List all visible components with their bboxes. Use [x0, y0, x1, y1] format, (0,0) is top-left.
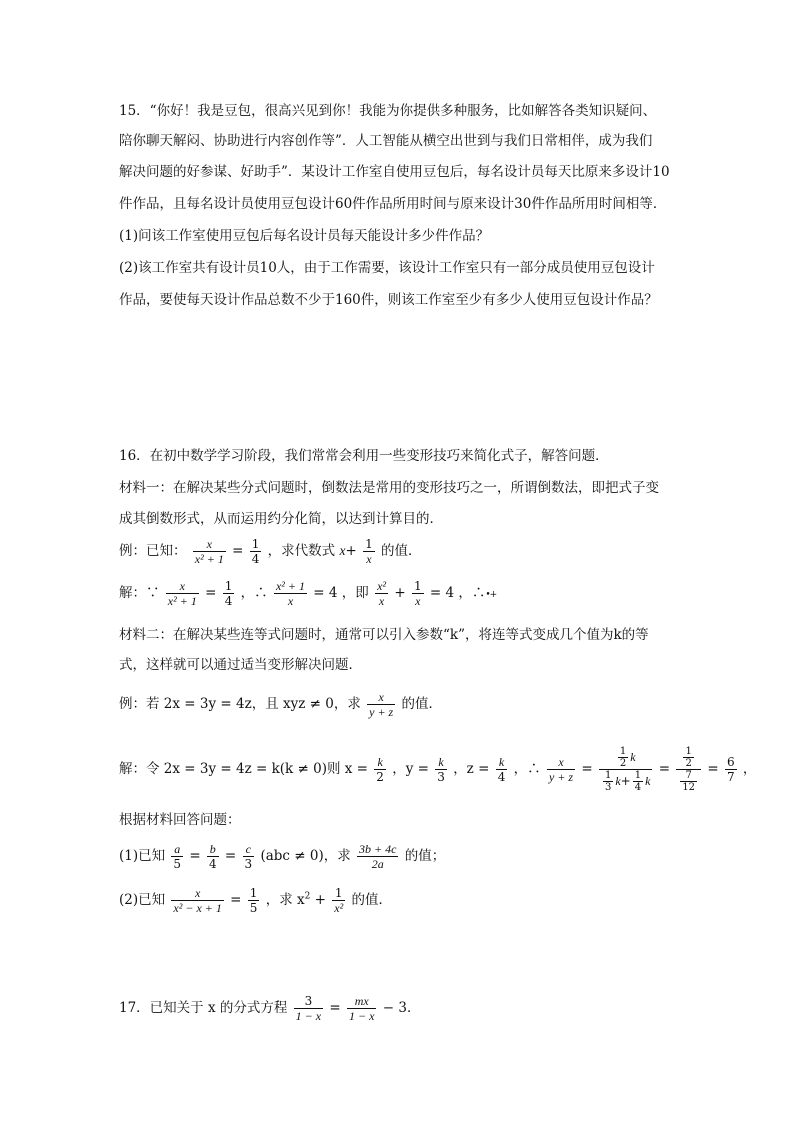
complex-fraction: $\frac{1}{2}$ k $\frac{1}{3}$ k+ $\frac{1}{4}$ k — [599, 746, 652, 793]
fraction-1-over-x: $\frac{1}{x}$ — [365, 537, 373, 566]
fraction-k-over-4: $\frac{k}{4}$ — [497, 755, 506, 784]
fraction-x-over-x2mx1: $\frac{x}{\text{x² − x + 1}}$ — [173, 886, 222, 915]
q16-prompt: 根据材料回答问题： — [119, 812, 241, 828]
q16-material-2-line-1: 材料二：在解决某些连等式问题时，通常可以引入参数“k”，将连等式变成几个值为k的等 — [119, 627, 649, 643]
q17-line-1: 17．已知关于 x 的分式方程 $\frac{3}{1 - x}$ = $\frac{mx}{1 - x}$ − 3． — [119, 994, 421, 1023]
half-over-seven-twelfths: $\frac{\frac{1}{2}}{\frac{7}{12}}$ — [676, 746, 701, 793]
q15-line-1: 15．“你好！我是豆包，很高兴见到你！我能为你提供多种服务，比如解答各类知识疑问、 — [119, 103, 657, 119]
q15-line-6: (2)该工作室共有设计员10人，由于工作需要，该设计工作室只有一部分成员使用豆包设计 — [119, 260, 655, 276]
fraction-k-over-3: $\frac{k}{3}$ — [437, 755, 445, 784]
fraction-1-over-5: $\frac{1}{5}$ — [249, 886, 258, 915]
q16-solution-2: 解：令 2x = 3y = 4z = k(k ≠ 0)则 x = $\frac{k}{2}$ ，y = $\frac{k}{3}$ ，z = $\frac{k}{4}$ ，∴ $\frac{x}{y + z}$ = $\frac{1}{2}$ k $\frac{1}{3}$ k+ $\frac{1}{4}$ k = $\frac{\frac{1}{2}}{\frac{7}{12}}$ = $\frac{6}{7}$ ， — [119, 746, 757, 793]
fraction-c-over-3: $\frac{c}{3}$ — [244, 842, 253, 871]
q15-line-3: 解决问题的好参谋、好助手”．某设计工作室自使用豆包后，每名设计员每天比原来多设计10 — [119, 164, 670, 180]
fraction-x2p1-over-x: $\frac{\text{x² + 1}}{x}$ — [275, 579, 305, 608]
fraction-3-over-1mx: $\frac{3}{1 - x}$ — [295, 994, 322, 1023]
fraction-x-over-x2p1: $\frac{x}{\text{x² + 1}}$ — [194, 537, 224, 566]
q16-line-1: 16．在初中数学学习阶段，我们常常会利用一些变形技巧来简化式子，解答问题． — [119, 448, 609, 464]
q15-line-5: (1)问该工作室使用豆包后每名设计员每天能设计多少件作品？ — [119, 228, 490, 244]
fraction-1-over-4-b: $\frac{1}{4}$ — [224, 579, 233, 608]
fraction-x-over-x2p1-b: $\frac{x}{\text{x² + 1}}$ — [167, 579, 197, 608]
fraction-1-over-x2: $\frac{1}{\text{x²}}$ — [334, 886, 344, 915]
q16-part-1: (1)已知 $\frac{a}{5}$ = $\frac{b}{4}$ = $\frac{c}{3}$ (abc ≠ 0)，求 $\frac{3b + 4c}{2a}$ 的值； — [119, 842, 446, 871]
q16-example-1: 例：已知： $\frac{x}{\text{x² + 1}}$ = $\frac{1}{4}$ ，求代数式 x+ $\frac{1}{x}$ 的值． — [119, 537, 422, 566]
fraction-x-over-ypz-b: $\frac{x}{y + z}$ — [548, 755, 574, 784]
fraction-1-over-x-b: $\frac{1}{x}$ — [413, 579, 422, 608]
fraction-x-over-ypz: $\frac{x}{y + z}$ — [369, 690, 394, 719]
q15-line-2: 陪你聊天解闷、协助进行内容创作等”．人工智能从横空出世到与我们日常相伴，成为我们 — [119, 133, 653, 149]
fraction-k-over-2: $\frac{k}{2}$ — [376, 755, 384, 784]
q16-example-2: 例：若 2x = 3y = 4z，且 xyz ≠ 0，求 $\frac{x}{y + z}$ 的值． — [119, 690, 443, 719]
q16-part-2: (2)已知 $\frac{x}{\text{x² − x + 1}}$ = $\frac{1}{5}$ ，求 $x^2$ + $\frac{1}{\text{x²}}$ 的值． — [119, 886, 392, 915]
q16-material-2-line-2: 式，这样就可以通过适当变形解决问题． — [119, 657, 362, 673]
q16-solution-1: 解：∵ $\frac{x}{\text{x² + 1}}$ = $\frac{1}{4}$ ，∴ $\frac{\text{x² + 1}}{x}$ = 4 ，即 $\frac{\text{x²}}{x}$ + $\frac{1}{x}$ = 4 ，∴•+ — [119, 579, 497, 608]
fraction-3b4c-over-2a: $\frac{3b + 4c}{2a}$ — [359, 842, 397, 871]
fraction-b-over-4: $\frac{b}{4}$ — [208, 842, 217, 871]
q16-line-3: 成其倒数形式，从而运用约分化简，以达到计算目的． — [119, 511, 443, 527]
fraction-x2-over-x: $\frac{\text{x²}}{x}$ — [377, 579, 387, 608]
q16-line-2: 材料一：在解决某些分式问题时，倒数法是常用的变形技巧之一，所谓倒数法，即把式子变 — [119, 480, 659, 496]
fraction-6-over-7: $\frac{6}{7}$ — [726, 755, 735, 784]
q15-line-4: 件作品，且每名设计员使用豆包设计60件作品所用时间与原来设计30件作品所用时间相等． — [119, 196, 667, 212]
fraction-a-over-5: $\frac{a}{5}$ — [173, 842, 182, 871]
fraction-1-over-4: $\frac{1}{4}$ — [251, 537, 260, 566]
fraction-mx-over-1mx: $\frac{mx}{1 - x}$ — [349, 994, 375, 1023]
q15-line-7: 作品，要使每天设计作品总数不少于160件，则该工作室至少有多少人使用豆包设计作品？ — [119, 292, 658, 308]
